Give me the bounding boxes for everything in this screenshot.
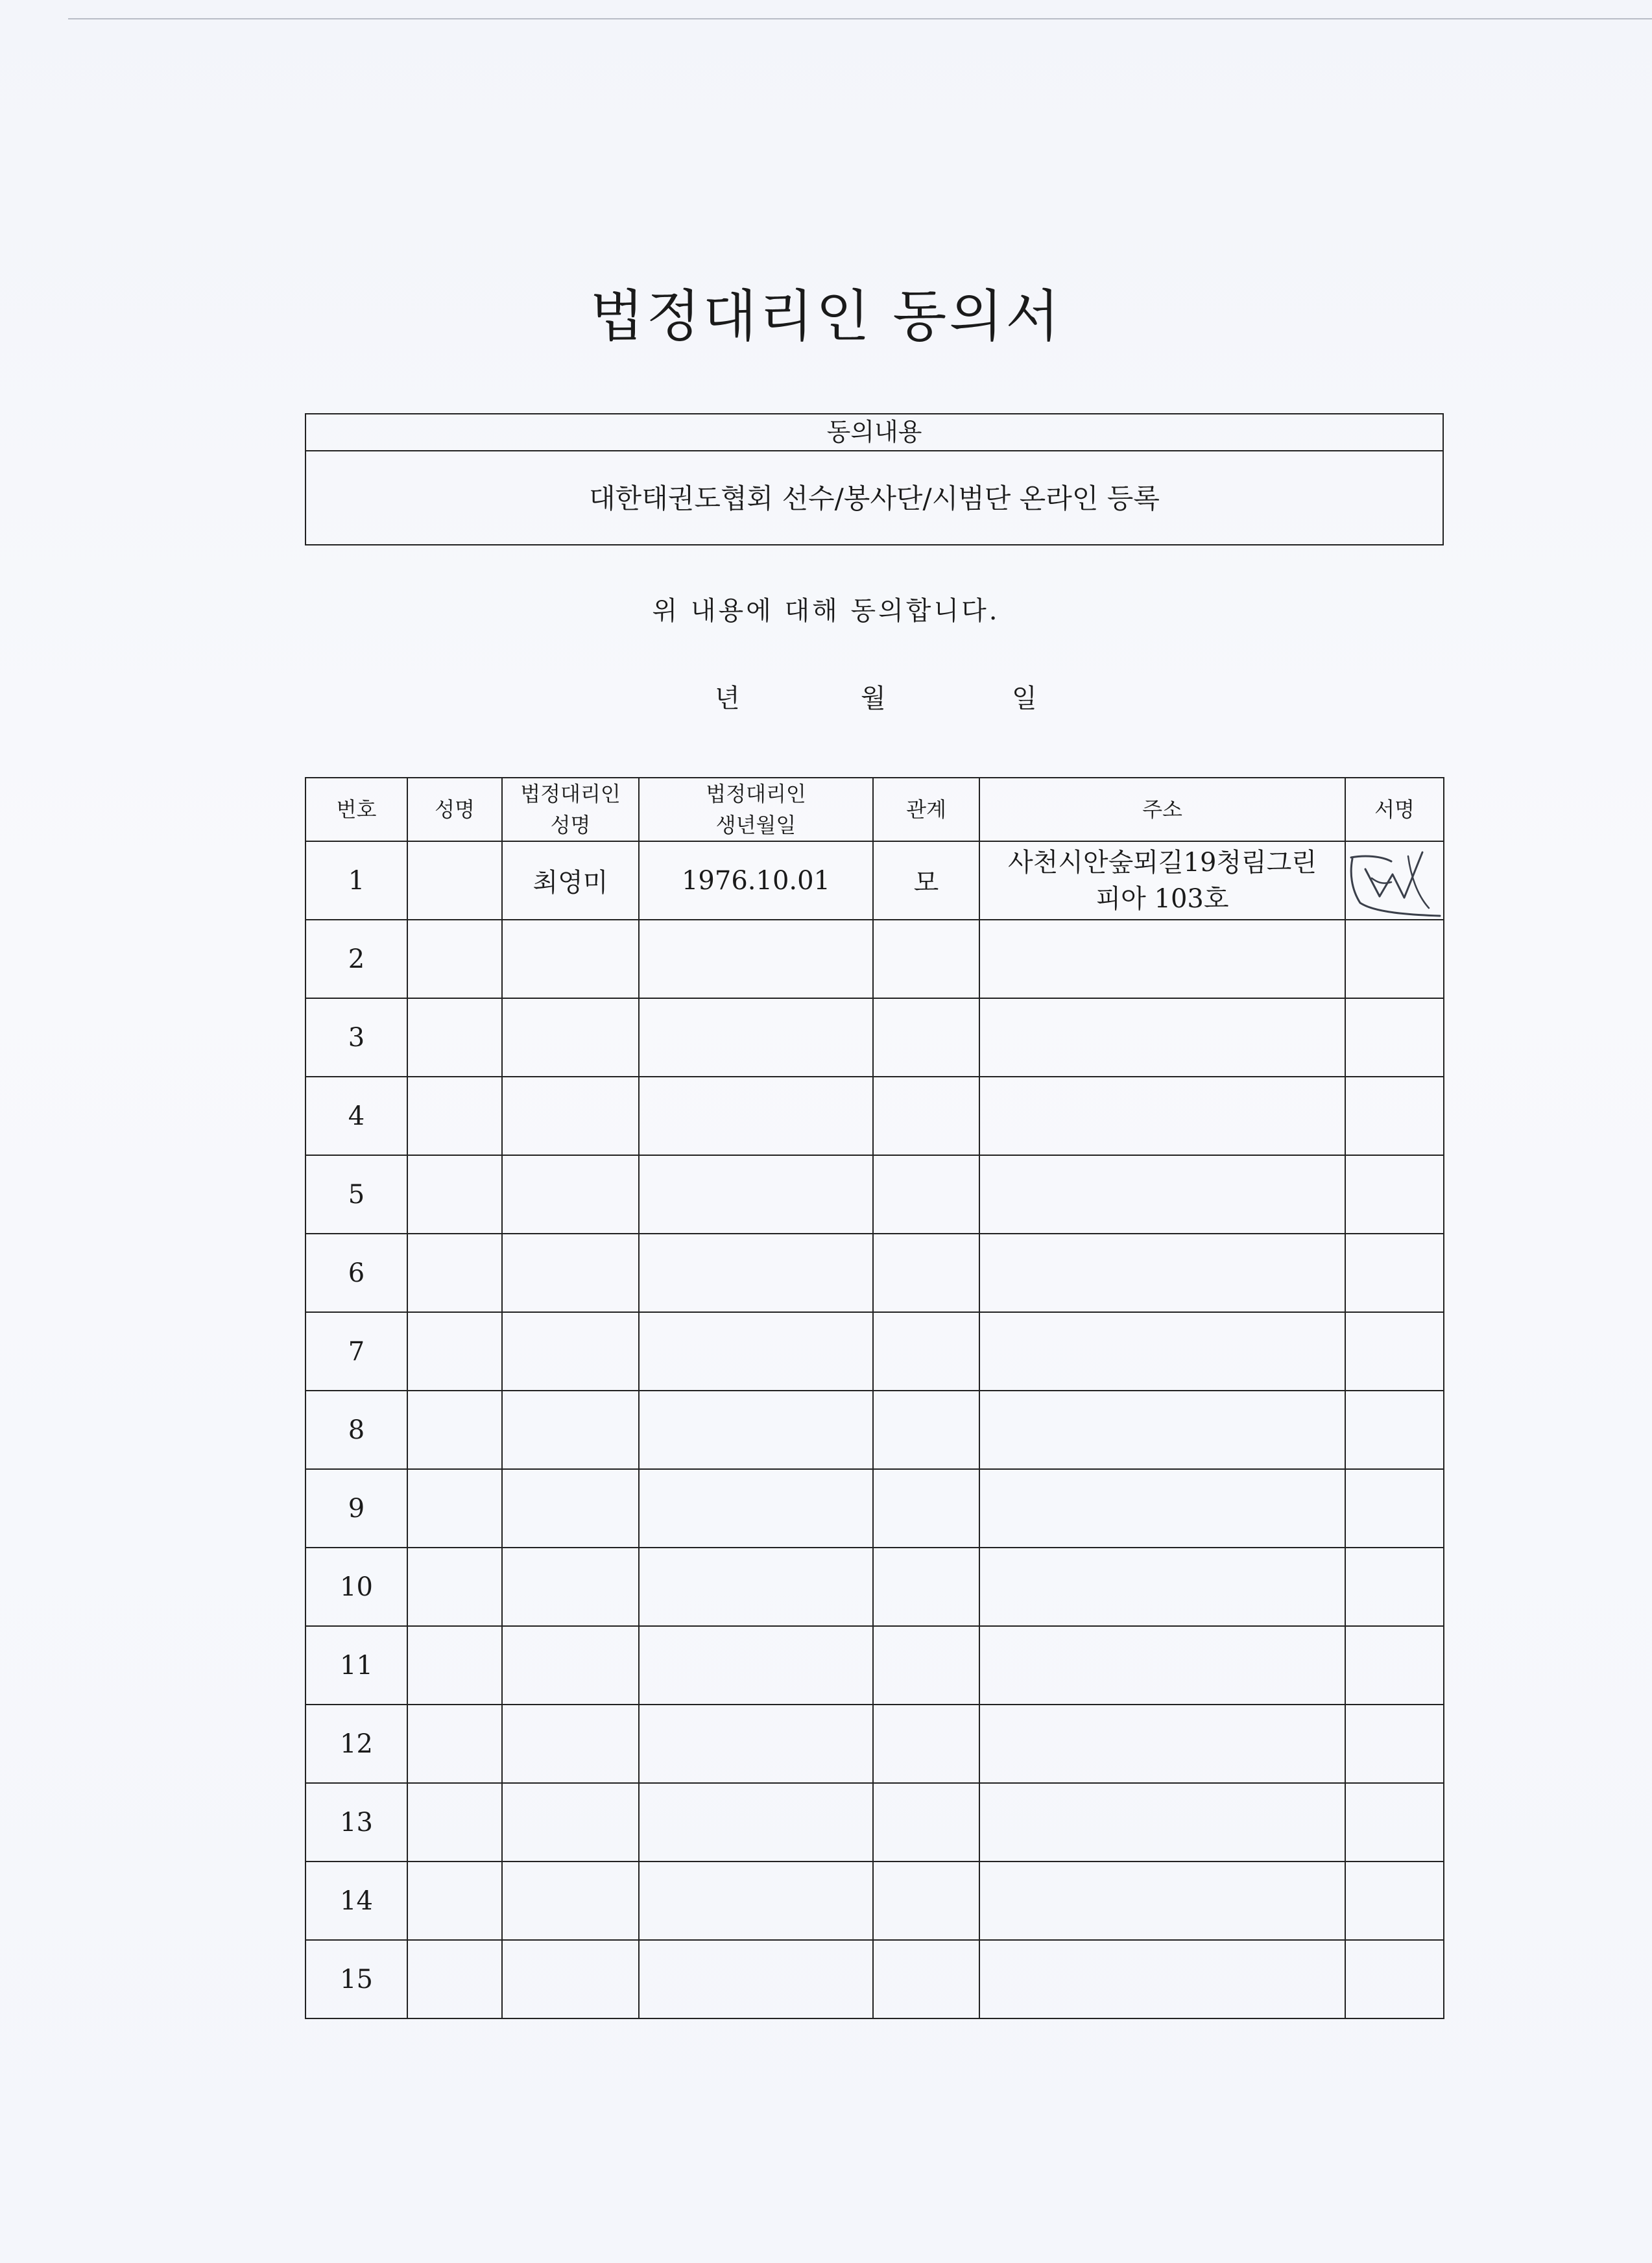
cell-guardian-name: [502, 1548, 639, 1626]
cell-no: 3: [305, 998, 407, 1077]
cell-guardian-name: [502, 1469, 639, 1548]
cell-guardian-birth: [639, 1469, 873, 1548]
cell-address: [979, 1626, 1345, 1705]
cell-signature: [1345, 1155, 1444, 1234]
agreement-statement: 위 내용에 대해 동의합니다.: [652, 596, 1000, 626]
cell-no: 14: [305, 1862, 407, 1940]
cell-guardian-birth: [639, 998, 873, 1077]
cell-no: 4: [305, 1077, 407, 1155]
cell-name: [407, 841, 502, 920]
cell-address: [979, 1469, 1345, 1548]
cell-guardian-name: [502, 1783, 639, 1862]
cell-address: [979, 1391, 1345, 1469]
cell-address: [979, 1783, 1345, 1862]
cell-guardian-name: 최영미: [502, 841, 639, 920]
cell-guardian-birth: [639, 1783, 873, 1862]
cell-no: 7: [305, 1312, 407, 1391]
cell-guardian-birth: [639, 1862, 873, 1940]
header-guardian-name-line1: 법정대리인: [520, 782, 621, 806]
table-row: [305, 998, 1444, 1077]
cell-guardian-name: [502, 920, 639, 998]
cell-guardian-name: [502, 1234, 639, 1312]
cell-signature: [1345, 1705, 1444, 1783]
cell-no: 9: [305, 1469, 407, 1548]
cell-name: [407, 1783, 502, 1862]
table-header-row: [305, 778, 1444, 841]
cell-signature: [1345, 1312, 1444, 1391]
scan-edge-line: [68, 18, 1652, 19]
cell-no: 10: [305, 1548, 407, 1626]
date-day-label: 일: [1012, 684, 1037, 713]
cell-no: 2: [305, 920, 407, 998]
cell-relation: [873, 1862, 979, 1940]
cell-relation: [873, 1391, 979, 1469]
cell-no: 13: [305, 1783, 407, 1862]
cell-name: [407, 998, 502, 1077]
cell-no: 12: [305, 1705, 407, 1783]
header-signature: 서명: [1345, 778, 1444, 841]
cell-relation: [873, 1312, 979, 1391]
table-row: [305, 1469, 1444, 1548]
cell-guardian-birth: [639, 1705, 873, 1783]
cell-signature: [1345, 1548, 1444, 1626]
cell-guardian-name: [502, 1626, 639, 1705]
cell-name: [407, 1548, 502, 1626]
cell-name: [407, 1862, 502, 1940]
cell-address: [979, 920, 1345, 998]
cell-address: [979, 998, 1345, 1077]
cell-relation: [873, 998, 979, 1077]
cell-signature: [1345, 1234, 1444, 1312]
cell-name: [407, 1234, 502, 1312]
cell-relation: [873, 1940, 979, 2018]
address-line1: 사천시안숲뫼길19청림그린: [1008, 847, 1317, 878]
table-row: [305, 1234, 1444, 1312]
cell-no: 6: [305, 1234, 407, 1312]
cell-relation: [873, 1234, 979, 1312]
cell-guardian-birth: [639, 1155, 873, 1234]
cell-address: [979, 1155, 1345, 1234]
date-month-label: 월: [861, 684, 886, 713]
cell-address: [979, 1077, 1345, 1155]
cell-signature: [1345, 998, 1444, 1077]
cell-name: [407, 1155, 502, 1234]
cell-no: 15: [305, 1940, 407, 2018]
cell-no: 8: [305, 1391, 407, 1469]
consent-box: [305, 413, 1444, 545]
cell-guardian-name: [502, 998, 639, 1077]
consent-header: 동의내용: [306, 414, 1443, 451]
cell-address: [979, 1312, 1345, 1391]
table-row: [305, 841, 1444, 920]
table-row: [305, 1391, 1444, 1469]
header-name: 성명: [407, 778, 502, 841]
cell-name: [407, 1940, 502, 2018]
table-row: [305, 1940, 1444, 2018]
cell-relation: [873, 1077, 979, 1155]
cell-relation: [873, 1469, 979, 1548]
document-title: 법정대리인 동의서: [590, 284, 1062, 349]
cell-name: [407, 1312, 502, 1391]
table-row: [305, 1077, 1444, 1155]
cell-guardian-birth: [639, 1391, 873, 1469]
cell-guardian-birth: [639, 1548, 873, 1626]
cell-guardian-name: [502, 1077, 639, 1155]
table-row: [305, 920, 1444, 998]
cell-name: [407, 1705, 502, 1783]
cell-address: [979, 1940, 1345, 2018]
cell-guardian-birth: [639, 1312, 873, 1391]
cell-name: [407, 1469, 502, 1548]
cell-address: [979, 841, 1345, 920]
cell-guardian-birth: 1976.10.01: [639, 841, 873, 920]
cell-name: [407, 920, 502, 998]
signature-scribble-icon: [1346, 843, 1443, 918]
header-guardian-birth-line1: 법정대리인: [706, 782, 806, 806]
cell-guardian-name: [502, 1862, 639, 1940]
cell-guardian-birth: [639, 1626, 873, 1705]
cell-signature: [1345, 1077, 1444, 1155]
cell-signature: [1345, 1862, 1444, 1940]
cell-guardian-name: [502, 1391, 639, 1469]
table-row: [305, 1626, 1444, 1705]
cell-signature: [1345, 1783, 1444, 1862]
cell-name: [407, 1077, 502, 1155]
header-relation: 관계: [873, 778, 979, 841]
table-row: [305, 1705, 1444, 1783]
cell-guardian-birth: [639, 1940, 873, 2018]
guardian-table: [305, 777, 1444, 2019]
cell-relation: [873, 1548, 979, 1626]
cell-name: [407, 1626, 502, 1705]
consent-content: 대한태권도협회 선수/봉사단/시범단 온라인 등록: [589, 483, 1160, 514]
cell-guardian-birth: [639, 1077, 873, 1155]
cell-address: [979, 1862, 1345, 1940]
cell-signature: [1345, 1940, 1444, 2018]
cell-address: [979, 1548, 1345, 1626]
header-guardian-birth: [639, 778, 873, 841]
cell-signature: [1345, 920, 1444, 998]
cell-relation: [873, 1626, 979, 1705]
table-row: [305, 1312, 1444, 1391]
cell-guardian-name: [502, 1705, 639, 1783]
cell-relation: [873, 1783, 979, 1862]
cell-relation: [873, 1155, 979, 1234]
cell-address: [979, 1234, 1345, 1312]
table-row: [305, 1862, 1444, 1940]
cell-guardian-birth: [639, 920, 873, 998]
table-row: [305, 1783, 1444, 1862]
cell-signature: [1345, 1469, 1444, 1548]
cell-signature: [1345, 1391, 1444, 1469]
header-guardian-birth-line2: 생년월일: [715, 813, 796, 837]
cell-guardian-name: [502, 1940, 639, 2018]
header-guardian-name: [502, 778, 639, 841]
cell-relation: 모: [873, 841, 979, 920]
header-address: 주소: [979, 778, 1345, 841]
cell-no: 1: [305, 841, 407, 920]
table-row: [305, 1548, 1444, 1626]
header-no: 번호: [305, 778, 407, 841]
cell-signature: [1345, 841, 1444, 920]
cell-no: 5: [305, 1155, 407, 1234]
header-guardian-name-line2: 성명: [550, 813, 591, 837]
cell-no: 11: [305, 1626, 407, 1705]
cell-address: [979, 1705, 1345, 1783]
cell-guardian-name: [502, 1155, 639, 1234]
address-line2: 피아 103호: [1095, 883, 1229, 914]
table-row: [305, 1155, 1444, 1234]
cell-guardian-birth: [639, 1234, 873, 1312]
cell-name: [407, 1391, 502, 1469]
cell-relation: [873, 920, 979, 998]
cell-signature: [1345, 1626, 1444, 1705]
cell-guardian-name: [502, 1312, 639, 1391]
date-year-label: 년: [715, 684, 740, 713]
cell-relation: [873, 1705, 979, 1783]
